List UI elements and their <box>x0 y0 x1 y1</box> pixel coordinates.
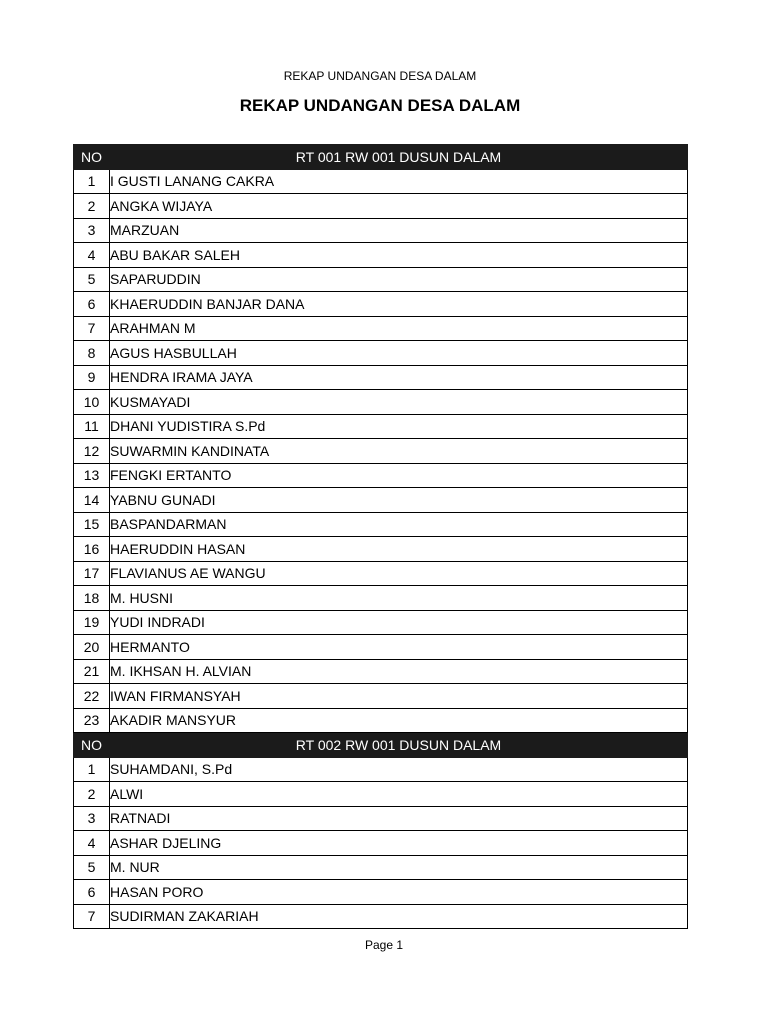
invitee-name: IWAN FIRMANSYAH <box>110 684 688 709</box>
invitee-name: FLAVIANUS AE WANGU <box>110 561 688 586</box>
row-number: 7 <box>74 904 110 929</box>
row-number: 1 <box>74 169 110 194</box>
table-row <box>74 610 688 635</box>
table-row <box>74 243 688 268</box>
row-number: 5 <box>74 267 110 292</box>
table-row <box>74 169 688 194</box>
invitee-name: M. NUR <box>110 855 688 880</box>
table-row <box>74 537 688 562</box>
invitee-name: I GUSTI LANANG CAKRA <box>110 169 688 194</box>
invitee-name: YABNU GUNADI <box>110 488 688 513</box>
table-row <box>74 757 688 782</box>
table-row <box>74 880 688 905</box>
table-row <box>74 684 688 709</box>
table-row <box>74 659 688 684</box>
invitee-name: BASPANDARMAN <box>110 512 688 537</box>
row-number: 4 <box>74 243 110 268</box>
invitation-table <box>73 144 688 929</box>
page-header: REKAP UNDANGAN DESA DALAM <box>283 69 477 83</box>
section-heading: RT 002 RW 001 DUSUN DALAM <box>110 733 688 758</box>
row-number: 14 <box>74 488 110 513</box>
row-number: 20 <box>74 635 110 660</box>
table-row <box>74 414 688 439</box>
row-number: 18 <box>74 586 110 611</box>
table-row <box>74 194 688 219</box>
invitee-name: KUSMAYADI <box>110 390 688 415</box>
row-number: 16 <box>74 537 110 562</box>
table-row <box>74 561 688 586</box>
invitee-name: AGUS HASBULLAH <box>110 341 688 366</box>
table-row <box>74 316 688 341</box>
column-header-no: NO <box>74 733 110 758</box>
invitee-name: ASHAR DJELING <box>110 831 688 856</box>
invitee-name: DHANI YUDISTIRA S.Pd <box>110 414 688 439</box>
invitee-name: SAPARUDDIN <box>110 267 688 292</box>
invitee-name: KHAERUDDIN BANJAR DANA <box>110 292 688 317</box>
row-number: 9 <box>74 365 110 390</box>
table-row <box>74 586 688 611</box>
invitee-name: HAERUDDIN HASAN <box>110 537 688 562</box>
invitee-name: RATNADI <box>110 806 688 831</box>
table-row <box>74 463 688 488</box>
row-number: 11 <box>74 414 110 439</box>
invitee-name: SUDIRMAN ZAKARIAH <box>110 904 688 929</box>
row-number: 7 <box>74 316 110 341</box>
table-row <box>74 855 688 880</box>
invitation-table-body <box>74 145 688 929</box>
row-number: 5 <box>74 855 110 880</box>
row-number: 3 <box>74 218 110 243</box>
row-number: 12 <box>74 439 110 464</box>
section-heading: RT 001 RW 001 DUSUN DALAM <box>110 145 688 170</box>
row-number: 21 <box>74 659 110 684</box>
row-number: 4 <box>74 831 110 856</box>
invitee-name: ARAHMAN M <box>110 316 688 341</box>
invitee-name: FENGKI ERTANTO <box>110 463 688 488</box>
invitee-name: YUDI INDRADI <box>110 610 688 635</box>
invitee-name: HERMANTO <box>110 635 688 660</box>
table-row <box>74 365 688 390</box>
invitee-name: ANGKA WIJAYA <box>110 194 688 219</box>
table-row <box>74 390 688 415</box>
row-number: 17 <box>74 561 110 586</box>
table-row <box>74 904 688 929</box>
table-row <box>74 218 688 243</box>
row-number: 3 <box>74 806 110 831</box>
row-number: 2 <box>74 194 110 219</box>
row-number: 23 <box>74 708 110 733</box>
invitee-name: HENDRA IRAMA JAYA <box>110 365 688 390</box>
table-row <box>74 806 688 831</box>
table-row <box>74 341 688 366</box>
table-row <box>74 267 688 292</box>
row-number: 2 <box>74 782 110 807</box>
row-number: 15 <box>74 512 110 537</box>
invitee-name: M. HUSNI <box>110 586 688 611</box>
row-number: 10 <box>74 390 110 415</box>
table-row <box>74 708 688 733</box>
row-number: 6 <box>74 880 110 905</box>
table-row <box>74 512 688 537</box>
table-row <box>74 488 688 513</box>
row-number: 22 <box>74 684 110 709</box>
invitee-name: HASAN PORO <box>110 880 688 905</box>
invitee-name: ALWI <box>110 782 688 807</box>
table-row <box>74 439 688 464</box>
invitee-name: MARZUAN <box>110 218 688 243</box>
invitee-name: SUHAMDANI, S.Pd <box>110 757 688 782</box>
row-number: 13 <box>74 463 110 488</box>
row-number: 8 <box>74 341 110 366</box>
invitee-name: ABU BAKAR SALEH <box>110 243 688 268</box>
invitee-name: AKADIR MANSYUR <box>110 708 688 733</box>
column-header-no: NO <box>74 145 110 170</box>
table-row <box>74 635 688 660</box>
row-number: 19 <box>74 610 110 635</box>
table-row <box>74 292 688 317</box>
section-header-row <box>74 733 688 758</box>
document-title: REKAP UNDANGAN DESA DALAM <box>239 96 521 115</box>
page-number: Page 1 <box>364 938 404 952</box>
row-number: 6 <box>74 292 110 317</box>
section-header-row <box>74 145 688 170</box>
row-number: 1 <box>74 757 110 782</box>
invitee-name: M. IKHSAN H. ALVIAN <box>110 659 688 684</box>
table-row <box>74 782 688 807</box>
table-row <box>74 831 688 856</box>
invitee-name: SUWARMIN KANDINATA <box>110 439 688 464</box>
